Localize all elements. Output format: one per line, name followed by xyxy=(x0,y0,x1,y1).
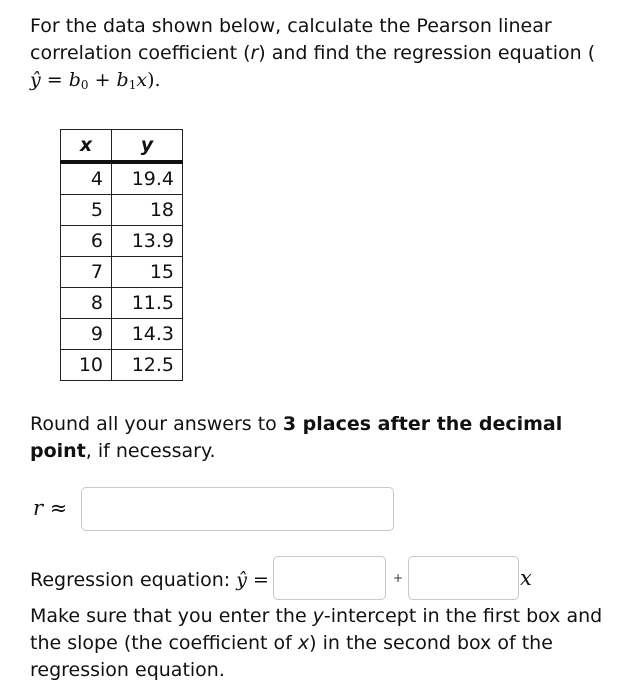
cell-x: 9 xyxy=(61,319,112,350)
header-x: x xyxy=(61,130,112,163)
formula-b1: b xyxy=(116,69,129,91)
cell-y: 12.5 xyxy=(112,350,183,381)
cell-x: 8 xyxy=(61,288,112,319)
regression-yhat: ŷ xyxy=(236,569,247,591)
instruction-x: x xyxy=(297,632,310,654)
rounding-prefix: Round all your answers to xyxy=(30,413,283,435)
r-approx-label xyxy=(33,496,67,520)
instruction-y: y xyxy=(312,605,324,627)
formula-yhat: ŷ xyxy=(30,69,41,91)
cell-y: 13.9 xyxy=(112,226,183,257)
data-table xyxy=(60,129,183,381)
plus-sign: + xyxy=(393,571,404,585)
table-row xyxy=(61,257,183,288)
cell-y: 14.3 xyxy=(112,319,183,350)
r-variable: r xyxy=(250,42,259,64)
question-text xyxy=(30,13,620,94)
cell-y: 19.4 xyxy=(112,162,183,195)
regression-equals: = xyxy=(246,569,269,591)
instruction-part3: ) in the second box of the regression equation. xyxy=(30,632,553,681)
table-row xyxy=(61,162,183,195)
formula-x: x xyxy=(136,69,148,91)
table-row xyxy=(61,195,183,226)
cell-x: 4 xyxy=(61,162,112,195)
cell-y: 11.5 xyxy=(112,288,183,319)
cell-x: 10 xyxy=(61,350,112,381)
regression-label xyxy=(30,567,269,594)
cell-x: 7 xyxy=(61,257,112,288)
cell-y: 18 xyxy=(112,195,183,226)
intercept-input[interactable] xyxy=(273,556,386,600)
entry-instruction xyxy=(30,603,620,684)
table-header-row xyxy=(61,130,183,163)
instruction-part1: Make sure that you enter the xyxy=(30,605,313,627)
slope-input[interactable] xyxy=(408,556,519,600)
formula-sub0: 0 xyxy=(80,78,89,92)
x-variable: x xyxy=(520,566,532,590)
formula-b0: b xyxy=(68,69,81,91)
table-row xyxy=(61,226,183,257)
formula-equals: = xyxy=(40,69,69,91)
cell-x: 5 xyxy=(61,195,112,226)
formula-end: ). xyxy=(147,69,161,91)
r-symbol: r xyxy=(33,496,44,520)
table-row xyxy=(61,350,183,381)
rounding-suffix: , if necessary. xyxy=(85,440,216,462)
regression-label-text: Regression equation: xyxy=(30,569,237,591)
rounding-bold: 3 places after the decimal point xyxy=(30,413,563,462)
cell-y: 15 xyxy=(112,257,183,288)
instruction-part2: -intercept in the first box and the slope (the coefficient of xyxy=(30,605,603,654)
question-middle: ) and find the regression equation ( xyxy=(258,42,596,64)
formula-plus: + xyxy=(88,69,117,91)
rounding-instruction xyxy=(30,411,620,465)
formula-sub1: 1 xyxy=(128,78,137,92)
approx-symbol: ≈ xyxy=(43,496,68,520)
table-row xyxy=(61,288,183,319)
cell-x: 6 xyxy=(61,226,112,257)
regression-formula xyxy=(30,69,161,91)
header-y: y xyxy=(112,130,183,163)
question-intro: For the data shown below, calculate the Pearson linear correlation coefficient ( xyxy=(30,15,552,64)
r-input[interactable] xyxy=(81,487,394,531)
table-row xyxy=(61,319,183,350)
